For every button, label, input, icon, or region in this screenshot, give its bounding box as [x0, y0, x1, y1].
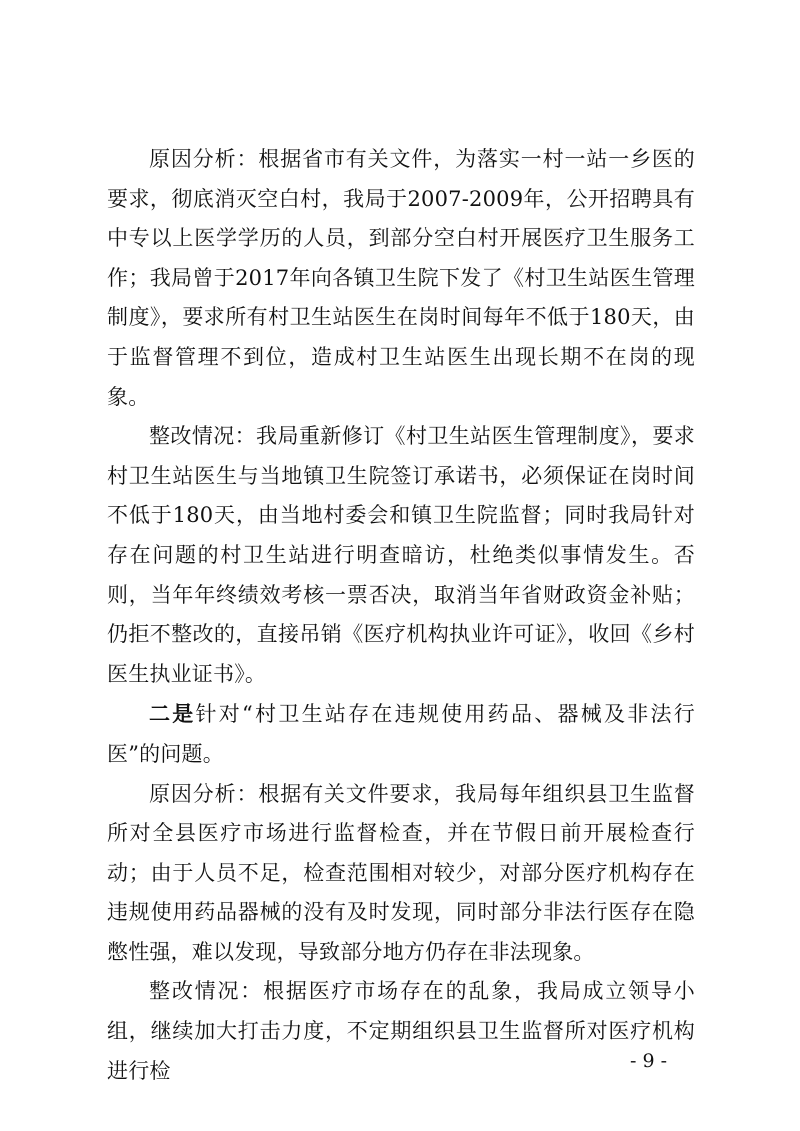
paragraph-text: 整改情况：我局重新修订《村卫生站医生管理制度》，要求村卫生站医生与当地镇卫生院签订承诺书，必须保证在岗时间不低于180天，由当地村委会和镇卫生院监督；同时我局针对存在问题的村卫生站进行明查暗访，杜绝类似事情发生。否则，当年年终绩效考核一票否决，取消当年省财政资金补贴；仍拒不整改的，直接吊销《医疗机构执业许可证》，收回《乡村医生执业证书》。	[107, 424, 695, 686]
body-text	[107, 140, 695, 1091]
page-number: - 9 -	[630, 1050, 668, 1072]
paragraph-rectification-2	[107, 972, 695, 1091]
paragraph-rectification-1	[107, 417, 695, 694]
paragraph-text: 原因分析：根据省市有关文件，为落实一村一站一乡医的要求，彻底消灭空白村，我局于2007-2009年，公开招聘具有中专以上医学学历的人员，到部分空白村开展医疗卫生服务工作；我局曾于2017年向各镇卫生院下发了《村卫生站医生管理制度》，要求所有村卫生站医生在岗时间每年不低于180天，由于监督管理不到位，造成村卫生站医生出现长期不在岗的现象。	[107, 147, 695, 409]
paragraph-text: 针对“村卫生站存在违规使用药品、器械及非法行医”的问题。	[107, 702, 695, 766]
paragraph-text: 整改情况：根据医疗市场存在的乱象，我局成立领导小组，继续加大打击力度，不定期组织县卫生监督所对医疗机构进行检	[107, 979, 695, 1083]
paragraph-text: 原因分析：根据有关文件要求，我局每年组织县卫生监督所对全县医疗市场进行监督检查，并在节假日前开展检查行动；由于人员不足，检查范围相对较少，对部分医疗机构存在违规使用药品器械的没有及时发现，同时部分非法行医存在隐憋性强，难以发现，导致部分地方仍存在非法现象。	[107, 781, 695, 964]
paragraph-cause-analysis-2	[107, 775, 695, 973]
paragraph-second-issue	[107, 694, 695, 774]
paragraph-lead: 二是	[149, 701, 196, 727]
paragraph-cause-analysis-1	[107, 140, 695, 417]
